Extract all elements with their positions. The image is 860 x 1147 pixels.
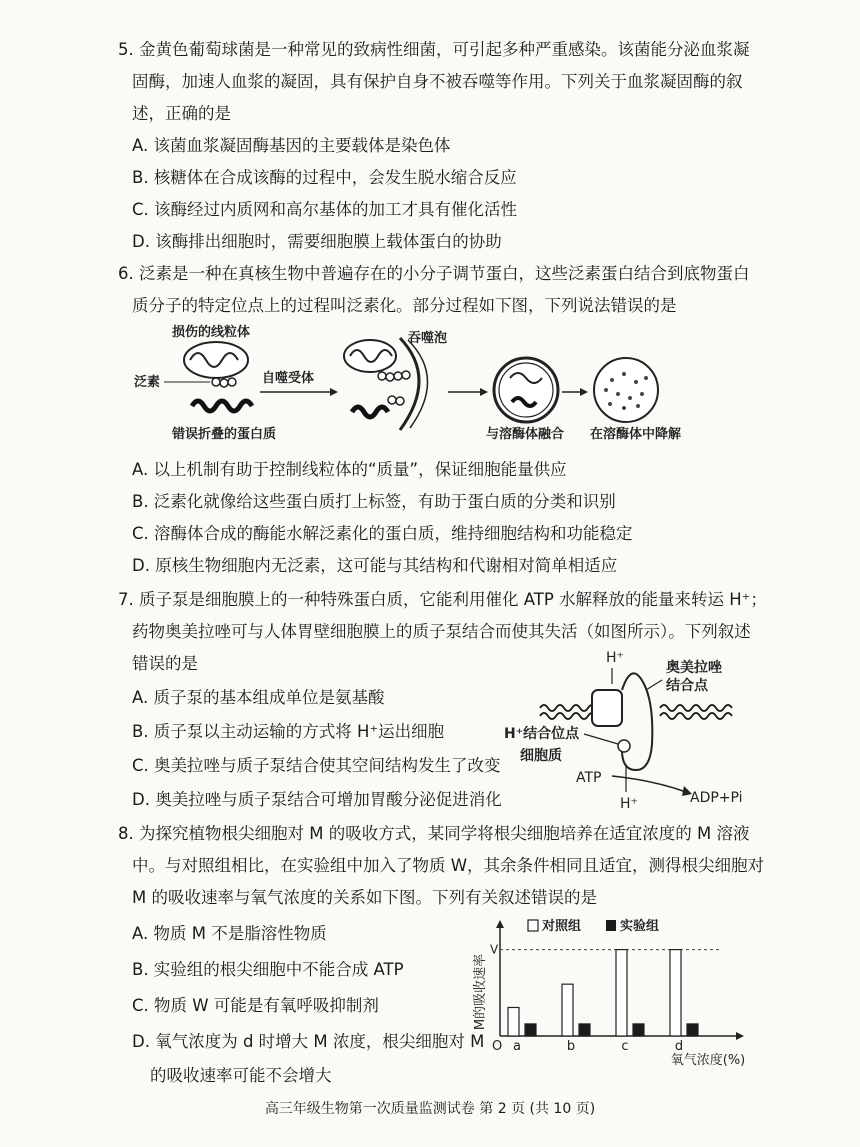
bar-experiment-d	[687, 1024, 698, 1036]
q8-stem-line-2: 中。与对照组相比，在实验组中加入了物质 W，其余条件相同且适宜，测得根尖细胞对	[132, 856, 765, 875]
bar-experiment-c	[633, 1024, 644, 1036]
label-adp-pi: ADP+Pi	[690, 790, 743, 806]
q7-option-d: D. 奥美拉唑与质子泵结合可增加胃酸分泌促进消化	[132, 790, 502, 809]
x-axis-label: 氧气浓度(%)	[670, 1053, 746, 1068]
label-h-top: H⁺	[606, 650, 624, 666]
label-degrade-lysosome: 在溶酶体中降解	[590, 427, 682, 442]
q6-option-c: C. 溶酶体合成的酶能水解泛素化的蛋白质，维持细胞结构和功能稳定	[132, 524, 633, 543]
bar-control-d	[670, 950, 681, 1036]
label-autophagy-receptor: 自噬受体	[262, 371, 315, 386]
label-omeprazole-2: 结合点	[666, 678, 708, 694]
q8-option-d-cont: 的吸收速率可能不会增大	[150, 1066, 332, 1085]
q8-stem-line-1: 8. 为探究植物根尖细胞对 M 的吸收方式，某同学将根尖细胞培养在适宜浓度的 M 溶液	[118, 824, 750, 843]
pump-channel	[622, 673, 652, 770]
proton-pump-figure	[500, 646, 780, 814]
q5-option-b: B. 核糖体在合成该酶的过程中，会发生脱水缩合反应	[132, 168, 517, 187]
label-damaged-mitochondrion: 损伤的线粒体	[172, 325, 251, 340]
membrane-right	[660, 705, 732, 711]
q6-option-b: B. 泛素化就像给这些蛋白质打上标签，有助于蛋白质的分类和识别	[132, 492, 616, 511]
q8-option-c: C. 物质 W 可能是有氧呼吸抑制剂	[132, 996, 379, 1015]
x-tick-c: c	[621, 1039, 629, 1054]
bar-experiment-a	[525, 1024, 536, 1036]
bar-control-c	[616, 950, 627, 1036]
q7-stem-line-2: 药物奥美拉唑可与人体胃壁细胞膜上的质子泵结合而使其失活（如图所示）。下列叙述	[132, 622, 751, 641]
bar-experiment-b	[579, 1024, 590, 1036]
phagophore-shape	[400, 338, 419, 430]
q5-stem-line-3: 述，正确的是	[132, 104, 231, 123]
label-phagocytic-vesicle: 吞噬泡	[408, 331, 448, 346]
q7-option-b: B. 质子泵以主动运输的方式将 H⁺运出细胞	[132, 722, 445, 741]
q8-option-a: A. 物质 M 不是脂溶性物质	[132, 924, 327, 943]
membrane-left	[540, 705, 596, 711]
q5-option-d: D. 该酶排出细胞时，需要细胞膜上载体蛋白的协助	[132, 232, 502, 251]
q6-option-d: D. 原核生物细胞内无泛素，这可能与其结构和代谢相对简单相适应	[132, 556, 618, 575]
q5-stem-line-1: 5. 金黄色葡萄球菌是一种常见的致病性细菌，可引起多种严重感染。该菌能分泌血浆凝	[118, 40, 750, 59]
q5-option-c: C. 该酶经过内质网和高尔基体的加工才具有催化活性	[132, 200, 518, 219]
q5-option-a: A. 该菌血浆凝固酶基因的主要载体是染色体	[132, 136, 451, 155]
autophagosome-shape	[494, 358, 558, 422]
q7-stem-line-3: 错误的是	[132, 654, 198, 673]
legend-swatch-control	[528, 920, 538, 931]
label-omeprazole-1: 奥美拉唑	[666, 660, 722, 676]
q5-stem-line-2: 固酶，加速人血浆的凝固，具有保护自身不被吞噬等作用。下列关于血浆凝固酶的叙	[132, 72, 743, 91]
ubiquitin-pathway-figure	[130, 320, 690, 452]
label-h-bottom: H⁺	[620, 796, 638, 812]
q8-stem-line-3: M 的吸收速率与氧气浓度的关系如下图。下列有关叙述错误的是	[132, 888, 597, 907]
label-ubiquitin: 泛素	[134, 375, 161, 390]
q7-option-c: C. 奥美拉唑与质子泵结合使其空间结构发生了改变	[132, 756, 501, 775]
q8-option-b: B. 实验组的根尖细胞中不能合成 ATP	[132, 960, 404, 979]
q7-option-a: A. 质子泵的基本组成单位是氨基酸	[132, 688, 385, 707]
legend-control: 对照组	[542, 919, 582, 934]
lysosome-degradation-shape	[594, 358, 658, 422]
absorption-rate-chart	[470, 918, 770, 1068]
q6-stem-line-1: 6. 泛素是一种在真核生物中普遍存在的小分子调节蛋白，这些泛素蛋白结合到底物蛋白	[118, 264, 750, 283]
q6-option-a: A. 以上机制有助于控制线粒体的“质量”，保证细胞能量供应	[132, 460, 567, 479]
label-cytoplasm: 细胞质	[520, 748, 562, 764]
x-tick-b: b	[566, 1039, 576, 1054]
pump-block	[592, 690, 622, 726]
page-footer: 高三年级生物第一次质量监测试卷 第 2 页 (共 10 页)	[264, 1101, 596, 1117]
legend-swatch-experiment	[606, 920, 616, 931]
x-tick-d: d	[674, 1039, 684, 1054]
q8-option-d: D. 氧气浓度为 d 时增大 M 浓度，根尖细胞对 M	[132, 1032, 485, 1051]
q6-stem-line-2: 质分子的特定位点上的过程叫泛素化。部分过程如下图，下列说法错误的是	[132, 296, 677, 315]
legend-experiment: 实验组	[620, 919, 660, 934]
bar-control-b	[562, 984, 573, 1036]
misfolded-protein-shape	[192, 401, 252, 411]
origin-label: O	[492, 1039, 503, 1054]
ubiquitin-chain	[212, 378, 236, 387]
y-axis-label: M的吸收速率	[473, 953, 488, 1031]
bar-control-a	[508, 1007, 519, 1036]
damaged-mitochondrion-shape	[184, 342, 248, 378]
v-label: V	[490, 942, 499, 957]
label-fuse-lysosome: 与溶酶体融合	[486, 427, 565, 442]
q7-stem-line-1: 7. 质子泵是细胞膜上的一种特殊蛋白质，它能利用催化 ATP 水解释放的能量来转运 H⁺；	[118, 590, 767, 609]
label-atp: ATP	[576, 770, 602, 786]
label-h-binding-site: H⁺结合位点	[504, 726, 580, 742]
label-misfolded-protein: 错误折叠的蛋白质	[172, 427, 277, 442]
x-tick-a: a	[513, 1039, 521, 1054]
